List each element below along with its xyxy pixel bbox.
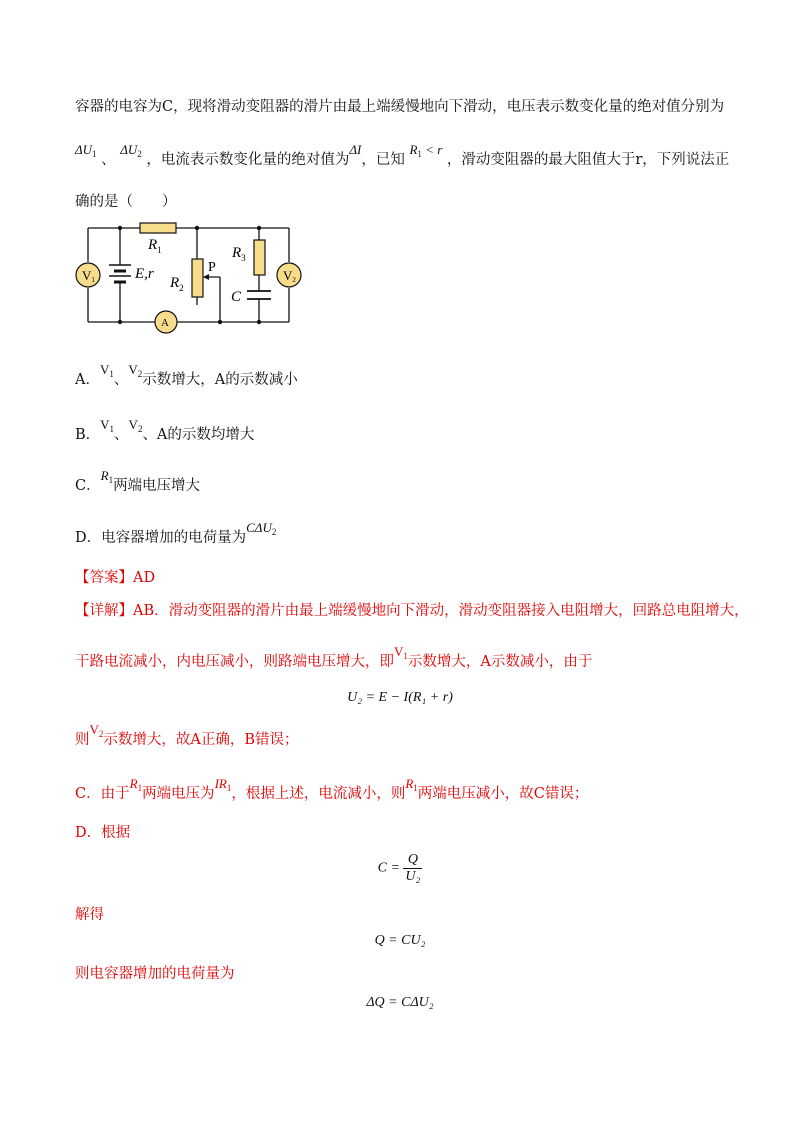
v2-label: V2 <box>283 268 296 284</box>
er-label: E,r <box>135 266 154 282</box>
delta-u1: $\Delta U_1$ <box>75 142 97 159</box>
detail-ir1: $IR_1$ <box>214 776 232 793</box>
detail-line-2: 干路电流减小，内电压减小，则路端电压增大，即$V_1$示数增大，A示数减小，由于 <box>75 644 593 670</box>
r1-label: $R_1$ <box>148 237 162 255</box>
r1-resistor <box>140 223 176 233</box>
condition: $R_1 < r$ <box>409 142 443 159</box>
option-b-v1: $V_1$ <box>100 417 115 434</box>
circuit-diagram <box>60 215 320 335</box>
equation-4: ΔQ = CΔU₂ <box>366 995 434 1010</box>
equation-2: C = $\frac{Q}{\text{U₂}}$ <box>377 852 421 884</box>
detail-line-7: 则电容器增加的电荷量为 <box>75 966 235 982</box>
detail-line-3: 则$V_2$示数增大，故A正确，B错误； <box>75 722 299 748</box>
option-c-r1: $R_1$ <box>100 468 114 485</box>
detail-r1-a: $R_1$ <box>129 776 143 793</box>
r3-resistor <box>254 240 265 275</box>
question-line-3: 确的是（ ） <box>75 194 177 210</box>
detail-line-1: 【详解】AB．滑动变阻器的滑片由最上端缓慢地向下滑动，滑动变阻器接入电阻增大，回路总电阻增大， <box>75 603 749 619</box>
equation-3: Q = CU₂ <box>374 933 426 948</box>
detail-line-4: C．由于$R_1$两端电压为$IR_1$，根据上述，电流减小，则$R_1$两端电压减小，故C错误； <box>75 776 589 802</box>
option-a-v2: $V_2$ <box>128 362 143 379</box>
r3-label: $R_3$ <box>232 245 246 263</box>
p-label: P <box>208 260 216 275</box>
question-line-2: $\Delta U_1$ 、 $\Delta U_2$ ，电流表示数变化量的绝对值为ΔI，已知 $R_1 < r$ ，滑动变阻器的最大阻值大于r，下列说法正 <box>75 142 730 168</box>
a-label: A <box>161 317 169 329</box>
detail-v1: $V_1$ <box>394 644 408 661</box>
answer-label: 【答案】AD <box>75 570 156 586</box>
delta-u2: $\Delta U_2$ <box>120 142 142 159</box>
option-d: D．电容器增加的电荷量为$C\Delta U_2$ <box>75 520 277 546</box>
detail-line-6: 解得 <box>75 907 104 923</box>
option-b-v2: $V_2$ <box>128 417 143 434</box>
detail-v2: $V_2$ <box>89 722 104 739</box>
option-a: A．$V_1$、$V_2$示数增大，A的示数减小 <box>75 362 298 388</box>
c-label: C <box>231 289 242 305</box>
option-b: B．$V_1$、$V_2$、A的示数均增大 <box>75 417 255 443</box>
detail-r1-b: $R_1$ <box>405 776 418 793</box>
detail-line-5: D．根据 <box>75 825 131 841</box>
r2-resistor <box>192 259 203 297</box>
option-d-expr: $C\Delta U_2$ <box>246 520 277 537</box>
question-line-1: 容器的电容为C，现将滑动变阻器的滑片由最上端缓慢地向下滑动，电压表示数变化量的绝对值分别为 <box>75 99 725 115</box>
option-a-v1: $V_1$ <box>99 362 114 379</box>
v1-label: V1 <box>82 268 95 284</box>
r2-label: $R_2$ <box>170 275 184 293</box>
delta-i: ΔI <box>349 142 362 157</box>
equation-1: U₂ = E − I(R₁ + r) <box>347 690 453 705</box>
option-c: C．$R_1$两端电压增大 <box>75 468 201 494</box>
